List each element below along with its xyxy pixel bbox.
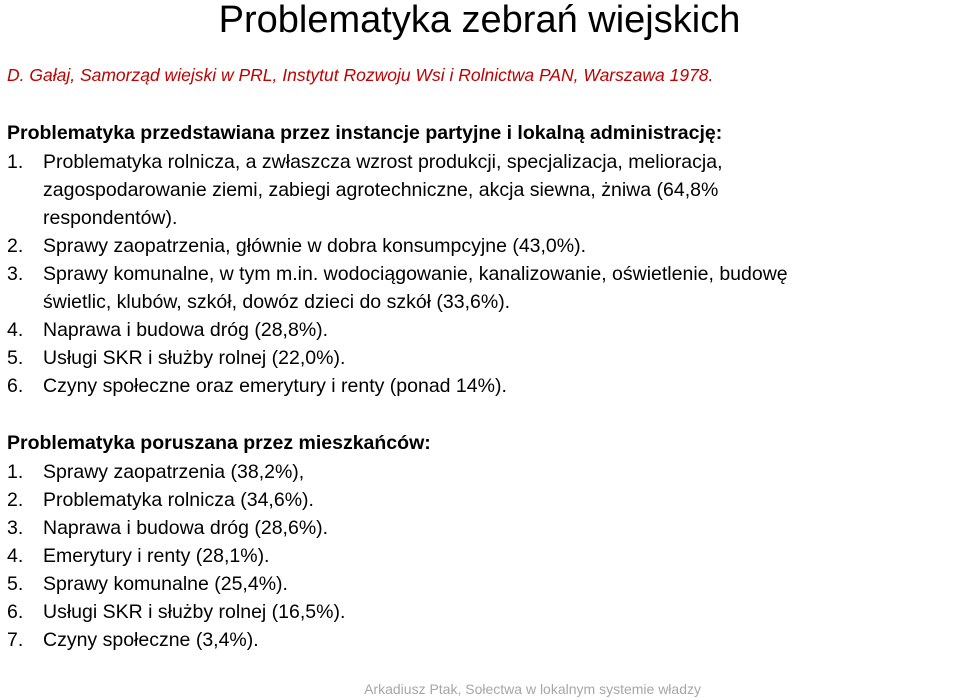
item-text-line: Sprawy komunalne, w tym m.in. wodociągowanie, kanalizowanie, oświetlenie, budowę bbox=[43, 263, 788, 285]
item-number: 1. bbox=[7, 461, 24, 483]
slide-body bbox=[7, 118, 957, 654]
item-text-line: Sprawy zaopatrzenia, głównie w dobra konsumpcyjne (43,0%). bbox=[43, 235, 587, 257]
section1-item-4 bbox=[7, 316, 957, 344]
slide-title: Problematyka zebrań wiejskich bbox=[218, 0, 741, 41]
item-number: 4. bbox=[7, 545, 24, 567]
item-number: 5. bbox=[7, 347, 24, 369]
item-text-line: Czyny społeczne oraz emerytury i renty (ponad 14%). bbox=[43, 375, 507, 397]
item-text: Sprawy komunalne (25,4%). bbox=[43, 573, 288, 595]
slide-footer: Arkadiusz Ptak, Sołectwa w lokalnym systemie władzy bbox=[364, 681, 701, 697]
section2-item-5 bbox=[7, 570, 957, 598]
section2-item-4 bbox=[7, 542, 957, 570]
item-number: 3. bbox=[7, 517, 24, 539]
item-number: 7. bbox=[7, 629, 24, 651]
item-number: 1. bbox=[7, 151, 24, 173]
spacer bbox=[7, 400, 957, 428]
section1-item-1 bbox=[7, 148, 957, 232]
section2-item-2 bbox=[7, 486, 957, 514]
item-text: Usługi SKR i służby rolnej (16,5%). bbox=[43, 601, 346, 623]
item-text: Problematyka rolnicza (34,6%). bbox=[43, 489, 314, 511]
item-text-line: zagospodarowanie ziemi, zabiegi agrotechniczne, akcja siewna, żniwa (64,8% bbox=[43, 179, 719, 201]
item-text: Emerytury i renty (28,1%). bbox=[43, 545, 270, 567]
section2-item-6 bbox=[7, 598, 957, 626]
item-text-line: Naprawa i budowa dróg (28,8%). bbox=[43, 319, 329, 341]
section2-heading: Problematyka poruszana przez mieszkańców: bbox=[7, 432, 431, 454]
source-citation: D. Gałaj, Samorząd wiejski w PRL, Instytut Rozwoju Wsi i Rolnictwa PAN, Warszawa 1978. bbox=[7, 65, 714, 85]
item-number: 2. bbox=[7, 489, 24, 511]
section1-heading: Problematyka przedstawiana przez instancje partyjne i lokalną administrację: bbox=[7, 122, 723, 144]
section1-item-2 bbox=[7, 232, 957, 260]
item-number: 6. bbox=[7, 601, 24, 623]
item-text: Naprawa i budowa dróg (28,6%). bbox=[43, 517, 329, 539]
item-text-line: Usługi SKR i służby rolnej (22,0%). bbox=[43, 347, 346, 369]
item-text: Sprawy zaopatrzenia (38,2%), bbox=[43, 461, 305, 483]
item-number: 2. bbox=[7, 235, 24, 257]
item-number: 4. bbox=[7, 319, 24, 341]
item-text-line: świetlic, klubów, szkół, dowóz dzieci do szkół (33,6%). bbox=[43, 291, 511, 313]
section2-item-3 bbox=[7, 514, 957, 542]
item-number: 3. bbox=[7, 263, 24, 285]
section2-item-1 bbox=[7, 458, 957, 486]
item-text: Czyny społeczne (3,4%). bbox=[43, 629, 259, 651]
item-number: 5. bbox=[7, 573, 24, 595]
item-number: 6. bbox=[7, 375, 24, 397]
section1-item-5 bbox=[7, 344, 957, 372]
item-text-line: respondentów). bbox=[43, 207, 178, 229]
item-text-line: Problematyka rolnicza, a zwłaszcza wzrost produkcji, specjalizacja, melioracja, bbox=[43, 151, 723, 173]
section2-item-7 bbox=[7, 626, 957, 654]
section1-item-6 bbox=[7, 372, 957, 400]
section1-item-3 bbox=[7, 260, 957, 316]
